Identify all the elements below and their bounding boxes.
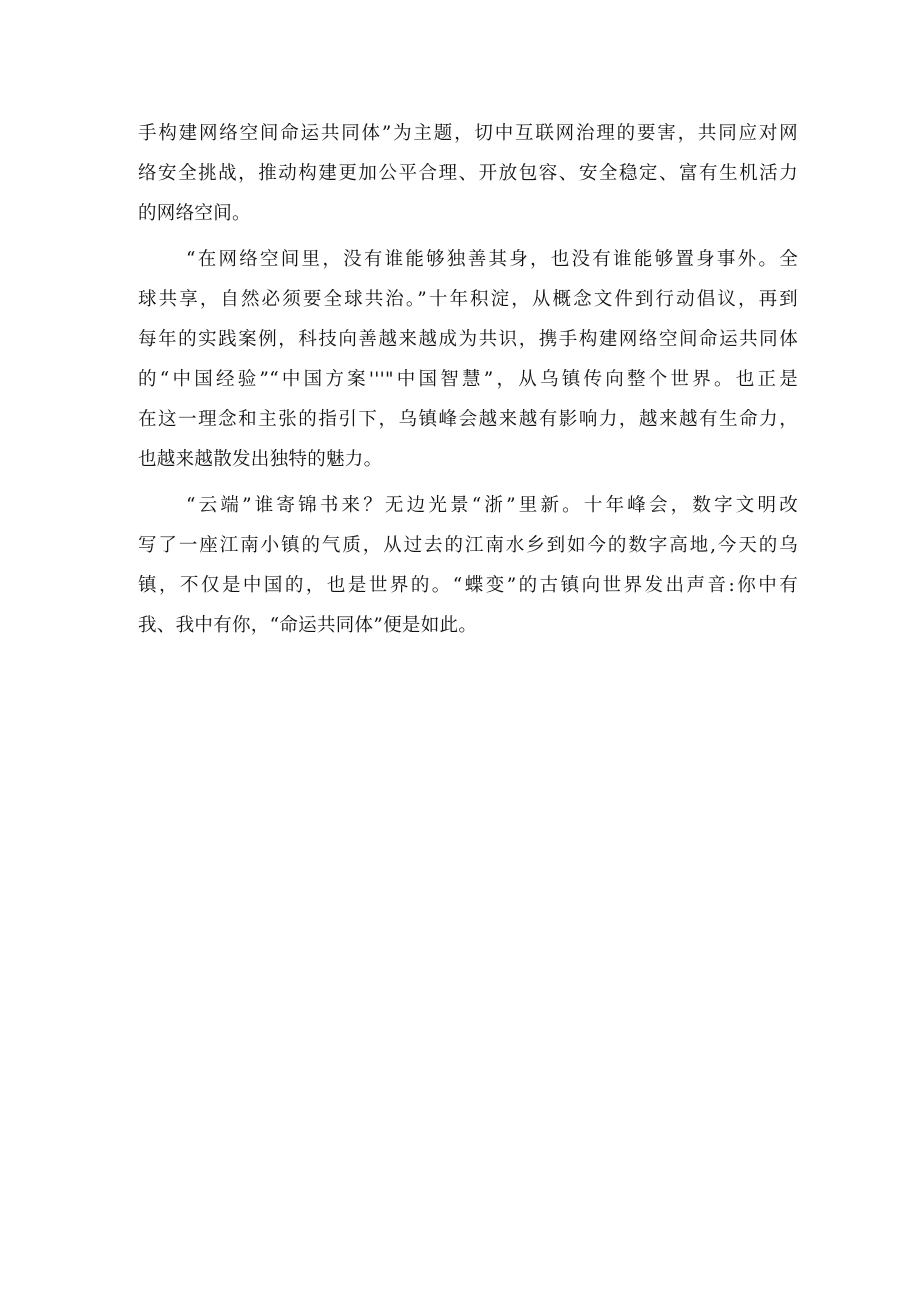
paragraph-line: 我、我中有你，“命运共同体”便是如此。 [138, 615, 478, 636]
paragraph-line: 络安全挑战，推动构建更加公平合理、开放包容、安全稳定、富有生机活力 [138, 163, 798, 184]
document-body [138, 114, 798, 652]
paragraph-2 [138, 240, 798, 480]
paragraph-line: 的“中国经验”“中国方案'''"中国智慧”，从乌镇传向整个世界。也正是 [138, 369, 798, 390]
paragraph-3 [138, 486, 798, 646]
paragraph-line: 的网络空间。 [138, 203, 251, 224]
paragraph-line: “云端”谁寄锦书来？无边光景“浙”里新。十年峰会，数字文明改 [186, 495, 798, 516]
paragraph-1 [138, 114, 798, 234]
paragraph-line: 在这一理念和主张的指引下，乌镇峰会越来越有影响力，越来越有生命力， [138, 409, 798, 430]
paragraph-line: 镇，不仅是中国的，也是世界的。“蝶变”的古镇向世界发出声音:你中有 [138, 575, 798, 596]
paragraph-line: 也越来越散发出独特的魅力。 [138, 449, 383, 470]
paragraph-line: “在网络空间里，没有谁能够独善其身，也没有谁能够置身事外。全 [186, 249, 798, 270]
paragraph-line: 球共享，自然必须要全球共治。”十年积淀，从概念文件到行动倡议，再到 [138, 289, 798, 310]
paragraph-line: 手构建网络空间命运共同体”为主题，切中互联网治理的要害，共同应对网 [138, 123, 798, 144]
paragraph-line: 每年的实践案例，科技向善越来越成为共识，携手构建网络空间命运共同体 [138, 329, 798, 350]
paragraph-line: 写了一座江南小镇的气质，从过去的江南水乡到如今的数字高地,今天的乌 [138, 535, 798, 556]
